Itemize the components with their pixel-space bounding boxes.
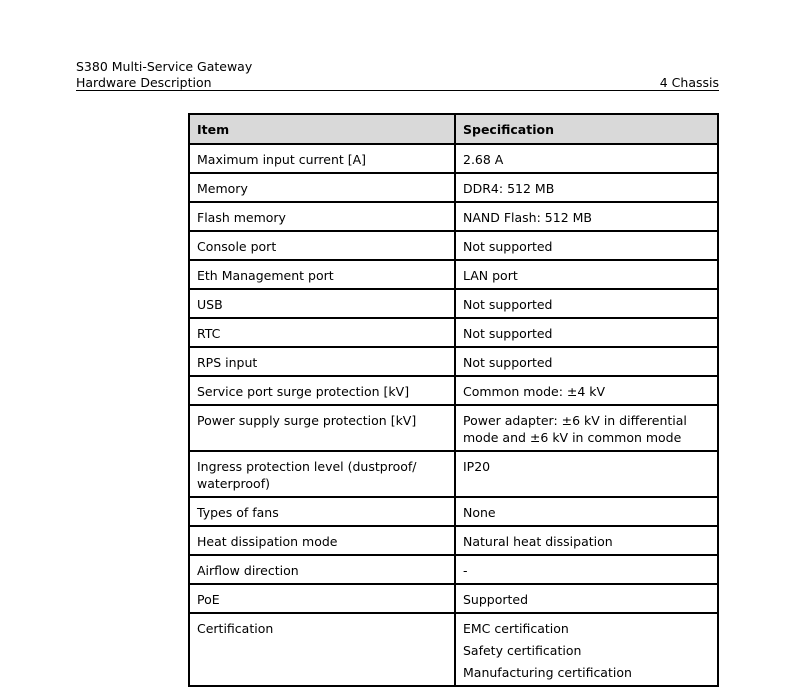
item-cell: RTC xyxy=(189,318,455,347)
table-row xyxy=(189,318,718,347)
table-row xyxy=(189,526,718,555)
item-cell: Power supply surge protection [kV] xyxy=(189,405,455,451)
specification-line: Supported xyxy=(463,592,529,607)
specification-line: LAN port xyxy=(463,268,518,283)
item-cell: Airflow direction xyxy=(189,555,455,584)
table-row xyxy=(189,231,718,260)
specification-line: - xyxy=(463,563,468,578)
table-row xyxy=(189,144,718,173)
specification-line: 2.68 A xyxy=(463,152,504,167)
header-doc-line xyxy=(76,75,719,90)
item-cell: Maximum input current [A] xyxy=(189,144,455,173)
table-row xyxy=(189,173,718,202)
specification-line: Safety certification xyxy=(463,643,582,658)
specification-cell xyxy=(455,289,718,318)
specification-line: Natural heat dissipation xyxy=(463,534,613,549)
specification-line: Not supported xyxy=(463,355,553,370)
specification-line: Manufacturing certification xyxy=(463,665,632,680)
header-product xyxy=(76,59,719,74)
item-cell: Flash memory xyxy=(189,202,455,231)
specification-cell xyxy=(455,231,718,260)
item-cell: Service port surge protection [kV] xyxy=(189,376,455,405)
specification-line: Not supported xyxy=(463,297,553,312)
table-row xyxy=(189,555,718,584)
specification-line: Common mode: ±4 kV xyxy=(463,384,606,399)
specification-cell xyxy=(455,318,718,347)
table-row xyxy=(189,202,718,231)
specification-cell xyxy=(455,173,718,202)
header-chapter: 4 Chassis xyxy=(659,75,719,90)
item-cell: RPS input xyxy=(189,347,455,376)
specification-line: EMC certification xyxy=(463,621,569,636)
table-row xyxy=(189,497,718,526)
table-row xyxy=(189,451,718,497)
specification-cell xyxy=(455,451,718,497)
specification-line: Not supported xyxy=(463,326,553,341)
header-product-text: S380 Multi-Service Gateway xyxy=(76,59,253,74)
item-cell: Ingress protection level (dustproof/ waterproof) xyxy=(189,451,455,497)
specification-line: DDR4: 512 MB xyxy=(463,181,555,196)
specification-cell xyxy=(455,584,718,613)
item-cell: Types of fans xyxy=(189,497,455,526)
specification-line: NAND Flash: 512 MB xyxy=(463,210,592,225)
table-row xyxy=(189,347,718,376)
item-cell: Console port xyxy=(189,231,455,260)
spec-table xyxy=(188,113,719,687)
header-rule xyxy=(76,90,719,91)
column-header-item: Item xyxy=(189,114,455,144)
table-header-row xyxy=(189,114,718,144)
column-header-specification: Specification xyxy=(455,114,718,144)
specification-cell xyxy=(455,526,718,555)
header-doc-title: Hardware Description xyxy=(76,75,212,90)
specification-cell xyxy=(455,376,718,405)
table-row xyxy=(189,613,718,686)
specification-line: Not supported xyxy=(463,239,553,254)
specification-cell xyxy=(455,497,718,526)
item-cell: Memory xyxy=(189,173,455,202)
specification-cell xyxy=(455,260,718,289)
table-row xyxy=(189,405,718,451)
table-row xyxy=(189,584,718,613)
item-cell: Heat dissipation mode xyxy=(189,526,455,555)
table-body xyxy=(189,144,718,686)
specification-cell xyxy=(455,555,718,584)
specification-cell xyxy=(455,613,718,686)
specification-cell xyxy=(455,405,718,451)
specification-cell xyxy=(455,347,718,376)
item-cell: PoE xyxy=(189,584,455,613)
item-cell: Certification xyxy=(189,613,455,686)
specification-cell xyxy=(455,202,718,231)
specification-cell xyxy=(455,144,718,173)
specification-line: None xyxy=(463,505,496,520)
item-cell: Eth Management port xyxy=(189,260,455,289)
table-row xyxy=(189,260,718,289)
specification-line: IP20 xyxy=(463,459,491,474)
item-cell: USB xyxy=(189,289,455,318)
table-row xyxy=(189,376,718,405)
specification-line: Power adapter: ±6 kV in differential mode and ±6 kV in common mode xyxy=(463,413,687,445)
table-row xyxy=(189,289,718,318)
